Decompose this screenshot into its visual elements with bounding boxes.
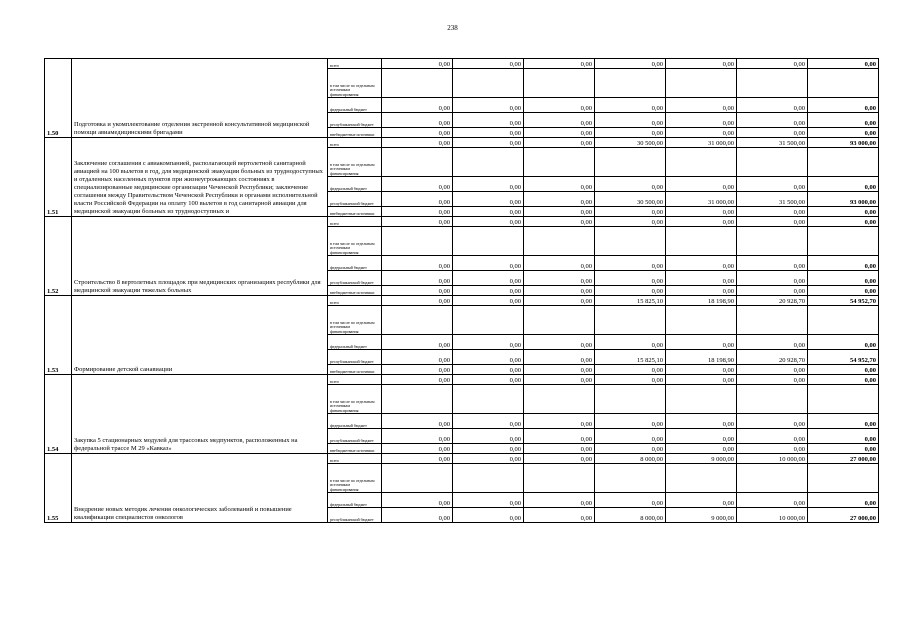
budget-table: [44, 58, 879, 523]
total-value: [808, 227, 879, 256]
funding-source: в том числе по отдельным источникам финансирования: [328, 227, 382, 256]
year-value: [595, 306, 666, 335]
item-number: 1.55: [45, 454, 72, 523]
year-value: [382, 464, 453, 493]
item-name: Формирование детской санавиации: [72, 296, 328, 375]
funding-source: республиканский бюджет: [328, 429, 382, 444]
year-value: 0,00: [453, 365, 524, 375]
funding-source: в том числе по отдельным источникам финансирования: [328, 385, 382, 414]
funding-source: всего: [328, 375, 382, 385]
year-value: [666, 148, 737, 177]
year-value: 0,00: [382, 217, 453, 227]
funding-source: республиканский бюджет: [328, 508, 382, 523]
year-value: [382, 385, 453, 414]
funding-source: всего: [328, 138, 382, 148]
year-value: 0,00: [524, 286, 595, 296]
funding-source: республиканский бюджет: [328, 192, 382, 207]
year-value: 0,00: [453, 59, 524, 69]
year-value: [453, 69, 524, 98]
year-value: 0,00: [666, 365, 737, 375]
year-value: [595, 148, 666, 177]
funding-source: в том числе по отдельным источникам финансирования: [328, 306, 382, 335]
total-value: 0,00: [808, 414, 879, 429]
year-value: 0,00: [382, 375, 453, 385]
year-value: [524, 464, 595, 493]
year-value: 0,00: [453, 207, 524, 217]
item-name: Строительство 8 вертолетных площадок при медицинских организациях республики для медицинской эвакуации тяжелых больных: [72, 217, 328, 296]
year-value: 0,00: [666, 493, 737, 508]
year-value: 0,00: [666, 98, 737, 113]
year-value: [524, 306, 595, 335]
year-value: 0,00: [453, 113, 524, 128]
year-value: 0,00: [524, 365, 595, 375]
year-value: 0,00: [666, 113, 737, 128]
funding-source: всего: [328, 454, 382, 464]
year-value: 0,00: [453, 444, 524, 454]
year-value: 0,00: [524, 493, 595, 508]
year-value: 0,00: [737, 365, 808, 375]
total-value: 0,00: [808, 128, 879, 138]
year-value: [382, 306, 453, 335]
year-value: 0,00: [595, 59, 666, 69]
year-value: 0,00: [595, 414, 666, 429]
year-value: 0,00: [524, 138, 595, 148]
year-value: 0,00: [382, 350, 453, 365]
year-value: 20 928,70: [737, 350, 808, 365]
year-value: 0,00: [382, 296, 453, 306]
year-value: 0,00: [524, 207, 595, 217]
year-value: 0,00: [737, 414, 808, 429]
year-value: 0,00: [453, 375, 524, 385]
year-value: [382, 148, 453, 177]
year-value: 0,00: [382, 138, 453, 148]
total-value: 0,00: [808, 217, 879, 227]
table-row: [45, 138, 879, 148]
year-value: 0,00: [382, 429, 453, 444]
year-value: 0,00: [382, 335, 453, 350]
funding-source: федеральный бюджет: [328, 256, 382, 271]
year-value: 0,00: [737, 59, 808, 69]
year-value: 0,00: [666, 207, 737, 217]
year-value: [666, 69, 737, 98]
year-value: 0,00: [737, 271, 808, 286]
year-value: 0,00: [382, 444, 453, 454]
year-value: [524, 148, 595, 177]
year-value: 0,00: [524, 177, 595, 192]
year-value: 0,00: [382, 414, 453, 429]
total-value: 0,00: [808, 365, 879, 375]
year-value: 0,00: [382, 493, 453, 508]
total-value: 0,00: [808, 271, 879, 286]
year-value: 0,00: [595, 207, 666, 217]
item-number: 1.53: [45, 296, 72, 375]
year-value: 0,00: [453, 335, 524, 350]
year-value: [382, 227, 453, 256]
funding-source: федеральный бюджет: [328, 177, 382, 192]
year-value: 0,00: [382, 59, 453, 69]
item-name: Заключение соглашения с авиакомпанией, располагающей вертолетной санитарной авиацией на 100 вылетов в год, для медицинской эвакуации больных из труднодоступных и отдаленных населенных пунктов при жизнеугрожающих состояниях в специализированные медицинские организации Чеченской Республики; заключение соглашения между Правительством Чеченской Республики и органами исполнительной власти Российской Федерации на оплату 100 вылетов в год санитарной авиации для медицинской эвакуации больных из труднодоступных и: [72, 138, 328, 217]
total-value: 27 000,00: [808, 508, 879, 523]
total-value: 0,00: [808, 335, 879, 350]
funding-source: республиканский бюджет: [328, 350, 382, 365]
year-value: [666, 227, 737, 256]
year-value: 0,00: [524, 414, 595, 429]
total-value: 54 952,70: [808, 296, 879, 306]
year-value: 0,00: [524, 59, 595, 69]
item-number: 1.50: [45, 59, 72, 138]
year-value: 0,00: [666, 59, 737, 69]
funding-source: всего: [328, 296, 382, 306]
item-number: 1.54: [45, 375, 72, 454]
year-value: [453, 385, 524, 414]
year-value: [595, 385, 666, 414]
year-value: 0,00: [382, 508, 453, 523]
year-value: 0,00: [524, 508, 595, 523]
year-value: [595, 227, 666, 256]
item-number: 1.51: [45, 138, 72, 217]
year-value: 0,00: [453, 192, 524, 207]
total-value: 0,00: [808, 177, 879, 192]
item-name: Внедрение новых методик лечения онкологических заболеваний и повышение квалификации специалистов онкологов: [72, 454, 328, 523]
year-value: 0,00: [453, 177, 524, 192]
year-value: 0,00: [737, 113, 808, 128]
year-value: [453, 306, 524, 335]
total-value: 0,00: [808, 256, 879, 271]
year-value: 0,00: [524, 256, 595, 271]
year-value: 9 000,00: [666, 454, 737, 464]
year-value: [737, 148, 808, 177]
year-value: [595, 69, 666, 98]
year-value: 0,00: [382, 365, 453, 375]
year-value: 0,00: [453, 217, 524, 227]
total-value: 0,00: [808, 493, 879, 508]
item-name: Подготовка и укомплектование отделения экстренной консультативной медицинской помощи авиамедицинскими бригадами: [72, 59, 328, 138]
year-value: 0,00: [524, 375, 595, 385]
year-value: 0,00: [595, 98, 666, 113]
year-value: 0,00: [666, 128, 737, 138]
year-value: 9 000,00: [666, 508, 737, 523]
total-value: 0,00: [808, 375, 879, 385]
year-value: 31 500,00: [737, 138, 808, 148]
year-value: 0,00: [524, 296, 595, 306]
year-value: 0,00: [524, 350, 595, 365]
funding-source: федеральный бюджет: [328, 335, 382, 350]
year-value: [524, 69, 595, 98]
year-value: 0,00: [524, 98, 595, 113]
year-value: [666, 464, 737, 493]
year-value: 0,00: [595, 493, 666, 508]
funding-source: республиканский бюджет: [328, 271, 382, 286]
total-value: [808, 69, 879, 98]
year-value: 0,00: [666, 414, 737, 429]
year-value: 31 000,00: [666, 138, 737, 148]
year-value: 0,00: [595, 271, 666, 286]
year-value: [524, 227, 595, 256]
year-value: 0,00: [595, 429, 666, 444]
year-value: 0,00: [666, 286, 737, 296]
year-value: 0,00: [382, 286, 453, 296]
table-row: [45, 454, 879, 464]
year-value: 0,00: [524, 113, 595, 128]
year-value: 0,00: [382, 113, 453, 128]
total-value: 0,00: [808, 98, 879, 113]
year-value: 31 000,00: [666, 192, 737, 207]
year-value: 0,00: [382, 192, 453, 207]
year-value: [453, 227, 524, 256]
total-value: 93 000,00: [808, 192, 879, 207]
item-name: Закупка 5 стационарных модулей для трассовых медпунктов, расположенных на федеральной трассе М 29 «Кавказ»: [72, 375, 328, 454]
funding-source: внебюджетные источники: [328, 286, 382, 296]
year-value: 0,00: [737, 207, 808, 217]
funding-source: федеральный бюджет: [328, 98, 382, 113]
year-value: 30 500,00: [595, 192, 666, 207]
total-value: [808, 464, 879, 493]
year-value: 0,00: [524, 192, 595, 207]
total-value: 54 952,70: [808, 350, 879, 365]
funding-source: внебюджетные источники: [328, 207, 382, 217]
year-value: 8 000,00: [595, 454, 666, 464]
funding-source: в том числе по отдельным источникам финансирования: [328, 69, 382, 98]
year-value: 0,00: [666, 177, 737, 192]
budget-table-body: [45, 59, 879, 523]
year-value: 0,00: [524, 335, 595, 350]
funding-source: республиканский бюджет: [328, 113, 382, 128]
year-value: 0,00: [595, 113, 666, 128]
year-value: 0,00: [524, 271, 595, 286]
year-value: [382, 69, 453, 98]
year-value: 0,00: [666, 335, 737, 350]
funding-source: всего: [328, 59, 382, 69]
year-value: 0,00: [737, 128, 808, 138]
year-value: [666, 306, 737, 335]
year-value: 18 198,90: [666, 350, 737, 365]
year-value: 0,00: [453, 454, 524, 464]
year-value: 0,00: [666, 429, 737, 444]
year-value: 0,00: [382, 177, 453, 192]
year-value: 0,00: [382, 454, 453, 464]
year-value: 0,00: [524, 444, 595, 454]
year-value: 0,00: [453, 256, 524, 271]
year-value: 0,00: [524, 217, 595, 227]
year-value: 31 500,00: [737, 192, 808, 207]
funding-source: федеральный бюджет: [328, 493, 382, 508]
year-value: 0,00: [524, 128, 595, 138]
year-value: [737, 464, 808, 493]
year-value: 0,00: [382, 256, 453, 271]
year-value: 30 500,00: [595, 138, 666, 148]
funding-source: внебюджетные источники: [328, 128, 382, 138]
year-value: [453, 148, 524, 177]
year-value: 0,00: [595, 256, 666, 271]
year-value: 0,00: [737, 444, 808, 454]
year-value: 0,00: [737, 98, 808, 113]
year-value: 18 198,90: [666, 296, 737, 306]
year-value: 0,00: [595, 286, 666, 296]
total-value: [808, 306, 879, 335]
funding-source: в том числе по отдельным источникам финансирования: [328, 464, 382, 493]
total-value: 0,00: [808, 207, 879, 217]
year-value: 0,00: [453, 508, 524, 523]
year-value: 0,00: [453, 296, 524, 306]
table-row: [45, 375, 879, 385]
total-value: 0,00: [808, 286, 879, 296]
funding-source: в том числе по отдельным источникам финансирования: [328, 148, 382, 177]
total-value: [808, 385, 879, 414]
year-value: 0,00: [737, 493, 808, 508]
year-value: 0,00: [453, 350, 524, 365]
year-value: 0,00: [737, 256, 808, 271]
total-value: 0,00: [808, 59, 879, 69]
year-value: 0,00: [737, 335, 808, 350]
table-row: [45, 59, 879, 69]
year-value: 10 000,00: [737, 454, 808, 464]
year-value: [737, 385, 808, 414]
total-value: 27 000,00: [808, 454, 879, 464]
year-value: 0,00: [453, 98, 524, 113]
year-value: 0,00: [595, 365, 666, 375]
table-row: [45, 296, 879, 306]
year-value: 0,00: [524, 429, 595, 444]
year-value: 10 000,00: [737, 508, 808, 523]
year-value: 0,00: [737, 217, 808, 227]
year-value: 0,00: [453, 128, 524, 138]
year-value: 0,00: [666, 256, 737, 271]
page-number: 238: [447, 24, 458, 32]
year-value: [737, 69, 808, 98]
year-value: [453, 464, 524, 493]
year-value: 0,00: [382, 98, 453, 113]
year-value: 15 825,10: [595, 350, 666, 365]
total-value: 0,00: [808, 429, 879, 444]
year-value: [595, 464, 666, 493]
year-value: 0,00: [737, 177, 808, 192]
year-value: 0,00: [595, 335, 666, 350]
year-value: [737, 227, 808, 256]
year-value: 0,00: [666, 271, 737, 286]
year-value: 0,00: [737, 286, 808, 296]
year-value: 0,00: [453, 429, 524, 444]
total-value: 0,00: [808, 444, 879, 454]
year-value: 0,00: [382, 271, 453, 286]
funding-source: федеральный бюджет: [328, 414, 382, 429]
year-value: 0,00: [453, 138, 524, 148]
year-value: 0,00: [666, 375, 737, 385]
total-value: [808, 148, 879, 177]
year-value: 15 825,10: [595, 296, 666, 306]
year-value: 0,00: [666, 217, 737, 227]
year-value: [737, 306, 808, 335]
year-value: 0,00: [453, 286, 524, 296]
year-value: 0,00: [737, 429, 808, 444]
funding-source: внебюджетные источники: [328, 365, 382, 375]
year-value: 0,00: [382, 128, 453, 138]
year-value: 0,00: [453, 493, 524, 508]
year-value: 8 000,00: [595, 508, 666, 523]
total-value: 0,00: [808, 113, 879, 128]
year-value: 0,00: [595, 375, 666, 385]
year-value: 0,00: [737, 375, 808, 385]
year-value: 0,00: [382, 207, 453, 217]
year-value: [666, 385, 737, 414]
year-value: 0,00: [524, 454, 595, 464]
year-value: 0,00: [595, 444, 666, 454]
year-value: 0,00: [595, 128, 666, 138]
year-value: 20 928,70: [737, 296, 808, 306]
funding-source: внебюджетные источники: [328, 444, 382, 454]
year-value: [524, 385, 595, 414]
year-value: 0,00: [453, 414, 524, 429]
funding-source: всего: [328, 217, 382, 227]
year-value: 0,00: [666, 444, 737, 454]
year-value: 0,00: [595, 217, 666, 227]
year-value: 0,00: [595, 177, 666, 192]
table-row: [45, 217, 879, 227]
total-value: 93 000,00: [808, 138, 879, 148]
item-number: 1.52: [45, 217, 72, 296]
year-value: 0,00: [453, 271, 524, 286]
